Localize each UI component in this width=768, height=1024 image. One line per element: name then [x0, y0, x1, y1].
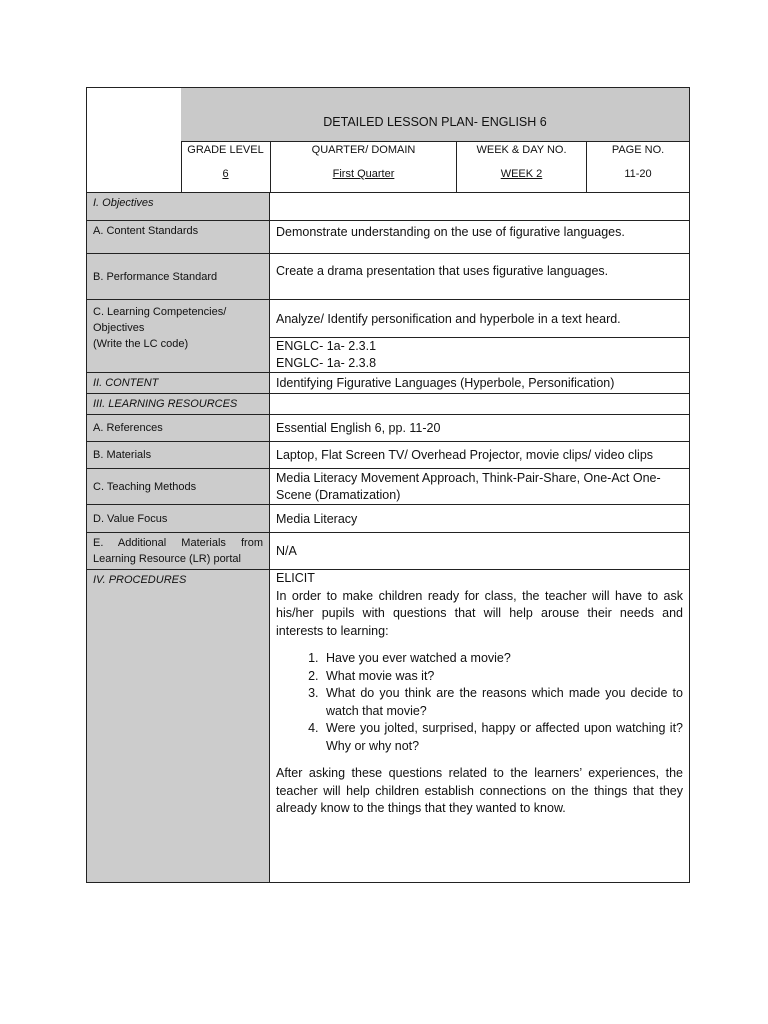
materials-value: Laptop, Flat Screen TV/ Overhead Projector, movie clips/ video clips [276, 448, 654, 462]
objectives-label: I. Objectives [87, 193, 270, 220]
procedures-label: IV. PROCEDURES [87, 570, 270, 882]
teaching-methods-value: Media Literacy Movement Approach, Think-Pair-Share, One-Act One-Scene (Dramatization) [276, 470, 661, 502]
content-label: II. CONTENT [87, 373, 270, 393]
competencies-values [270, 300, 689, 372]
content-standards-value: Demonstrate understanding on the use of figurative languages. [276, 225, 625, 239]
teaching-methods-row [87, 468, 689, 504]
quarter-domain-cell [270, 142, 456, 192]
list-item: 4. Were you jolted, surprised, happy or affected upon watching it? Why or why not? [322, 720, 683, 755]
additional-materials-label: E. Additional Materials from Learning Resource (LR) portal [87, 533, 270, 569]
quarter-domain-value: First Quarter [332, 168, 395, 180]
competencies-value: Analyze/ Identify personification and hyperbole in a text heard. [276, 311, 621, 326]
quarter-domain-heading: QUARTER/ DOMAIN [311, 144, 416, 156]
content-standards-row [87, 220, 689, 253]
value-focus-label: D. Value Focus [87, 505, 270, 532]
grade-level-cell [181, 142, 270, 192]
list-item: 2. What movie was it? [322, 668, 683, 686]
learning-resources-row [87, 393, 689, 414]
objectives-value [270, 193, 689, 220]
header-columns [181, 142, 689, 192]
procedures-heading: ELICIT [276, 571, 315, 585]
lesson-plan-header [86, 87, 690, 193]
lesson-plan-table [86, 193, 690, 883]
competencies-row [87, 299, 689, 372]
competencies-label-line-3: (Write the LC code) [93, 338, 189, 350]
lc-code-1: ENGLC- 1a- 2.3.1 [276, 339, 377, 353]
additional-materials-value: N/A [276, 544, 297, 558]
procedures-content [270, 570, 689, 882]
objectives-row [87, 193, 689, 220]
references-value: Essential English 6, pp. 11-20 [276, 421, 441, 435]
procedures-intro: In order to make children ready for class, the teacher will have to ask his/her pupils with questions that will help arouse their needs and interests to learning: [276, 588, 683, 638]
list-item: 1. Have you ever watched a movie? [322, 650, 683, 668]
week-day-heading: WEEK & DAY NO. [476, 144, 567, 156]
lc-code-2: ENGLC- 1a- 2.3.8 [276, 356, 377, 370]
page-no-value: 11-20 [624, 168, 652, 180]
week-day-cell [456, 142, 586, 192]
list-item: 3. What do you think are the reasons which made you decide to watch that movie? [322, 685, 683, 720]
materials-row [87, 441, 689, 468]
references-label: A. References [87, 415, 270, 441]
grade-level-heading: GRADE LEVEL [187, 144, 264, 156]
performance-standard-value: Create a drama presentation that uses figurative languages. [276, 263, 609, 278]
page-no-heading: PAGE NO. [611, 144, 665, 156]
lc-codes [270, 337, 689, 372]
header-blank-cell [87, 88, 182, 192]
teaching-methods-label: C. Teaching Methods [87, 469, 270, 504]
performance-standard-label: B. Performance Standard [87, 254, 270, 299]
additional-materials-row [87, 532, 689, 569]
content-standards-label: A. Content Standards [87, 221, 270, 253]
document-title: DETAILED LESSON PLAN- ENGLISH 6 [181, 88, 689, 142]
value-focus-row [87, 504, 689, 532]
week-day-value: WEEK 2 [500, 168, 543, 180]
performance-standard-row [87, 253, 689, 299]
materials-label: B. Materials [87, 442, 270, 468]
value-focus-value: Media Literacy [276, 511, 358, 526]
learning-resources-value [270, 394, 689, 414]
references-row [87, 414, 689, 441]
competencies-label-line-1: C. Learning Competencies/ [93, 306, 227, 318]
grade-level-value: 6 [222, 168, 229, 180]
learning-resources-label: III. LEARNING RESOURCES [87, 394, 270, 414]
content-row [87, 372, 689, 393]
page-no-cell [586, 142, 689, 192]
competencies-label-line-2: Objectives [93, 322, 145, 334]
competencies-label [87, 300, 270, 372]
elicit-questions [276, 650, 683, 755]
procedures-row [87, 569, 689, 882]
procedures-closing: After asking these questions related to the learners’ experiences, the teacher will help children establish connections on the things that they already know to the things that they wanted to know. [276, 766, 683, 815]
content-value: Identifying Figurative Languages (Hyperbole, Personification) [276, 376, 615, 390]
